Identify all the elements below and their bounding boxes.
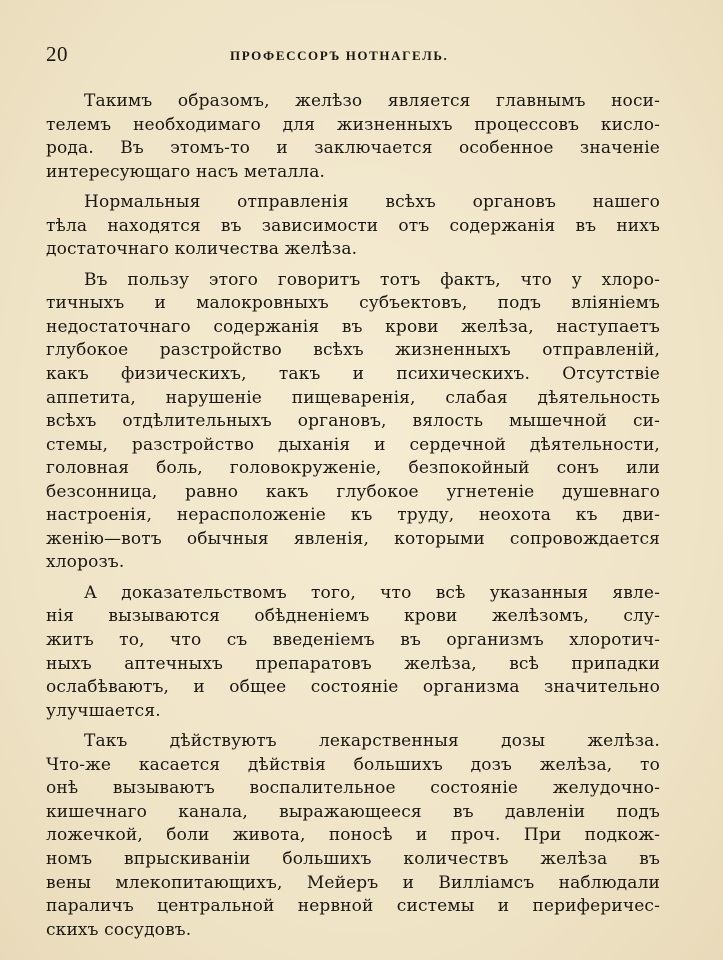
text-line: телемъ необходимаго для жизненныхъ процессовъ кисло- xyxy=(46,114,660,135)
paragraph xyxy=(46,269,660,575)
text-line: скихъ сосудовъ. xyxy=(46,919,192,940)
text-line: Въ пользу этого говоритъ тотъ фактъ, что у хлоро- xyxy=(84,269,660,290)
page-header xyxy=(46,42,666,70)
text-line: рода. Въ этомъ-то и заключается особенное значеніе xyxy=(46,138,660,159)
text-line: житъ то, что съ введеніемъ въ организмъ хлоротич- xyxy=(46,630,660,651)
text-line: тѣла находятся въ зависимости отъ содержанія въ нихъ xyxy=(46,215,660,236)
paragraph xyxy=(46,582,660,723)
text-line: номъ впрыскиваніи большихъ количествъ желѣза въ xyxy=(46,848,660,869)
text-line: головная боль, головокруженіе, безпокойный сонъ или xyxy=(46,458,660,479)
text-line: аппетита, нарушеніе пищеваренія, слабая дѣятельность xyxy=(46,387,660,408)
paragraph xyxy=(46,730,660,942)
text-line: Такимъ образомъ, желѣзо является главнымъ носи- xyxy=(84,91,660,111)
running-title: ПРОФЕССОРЪ НОТНАГЕЛЬ. xyxy=(230,48,449,63)
text-line: всѣхъ отдѣлительныхъ органовъ, вялость мышечной си- xyxy=(46,411,660,432)
text-line: безсонница, равно какъ глубокое угнетеніе душевнаго xyxy=(46,481,660,502)
text-line: тичныхъ и малокровныхъ субъектовъ, подъ вліяніемъ xyxy=(46,293,660,314)
body-text xyxy=(46,90,660,949)
text-line: ослабѣваютъ, и общее состояніе организма значительно xyxy=(46,677,660,698)
text-line: глубокое разстройство всѣхъ жизненныхъ отправленій, xyxy=(46,340,660,361)
text-line: недостаточнаго содержанія въ крови желѣза, наступаетъ xyxy=(46,316,660,337)
text-line: достаточнаго количества желѣза. xyxy=(46,239,358,260)
text-line: А доказательствомъ того, что всѣ указанныя явле- xyxy=(84,582,660,603)
text-line: Нормальныя отправленія всѣхъ органовъ нашего xyxy=(84,192,660,213)
text-line: настроенія, нерасположеніе къ труду, неохота къ дви- xyxy=(46,505,660,526)
page-number: 20 xyxy=(46,42,68,66)
text-line: вены млекопитающихъ, Мейеръ и Вилліамсъ наблюдали xyxy=(46,872,660,893)
paragraph xyxy=(46,90,660,184)
text-line: какъ физическихъ, такъ и психическихъ. Отсутствіе xyxy=(46,364,660,385)
text-line: ныхъ аптечныхъ препаратовъ желѣза, всѣ припадки xyxy=(46,653,660,674)
text-line: Что-же касается дѣйствія большихъ дозъ желѣза, то xyxy=(46,754,660,775)
text-line: интересующаго насъ металла. xyxy=(46,161,326,182)
text-line: нія вызываются обѣдненіемъ крови желѣзомъ, слу- xyxy=(46,606,660,627)
paragraph xyxy=(46,191,660,262)
text-line: онѣ вызываютъ воспалительное состояніе желудочно- xyxy=(46,778,660,799)
text-line: женію—вотъ обычныя явленія, которыми сопровождается xyxy=(46,528,660,549)
text-line: стемы, разстройство дыханія и сердечной дѣятельности, xyxy=(46,434,660,455)
text-line: хлорозъ. xyxy=(46,552,125,573)
text-line: улучшается. xyxy=(46,700,161,721)
text-line: Такъ дѣйствуютъ лекарственныя дозы желѣза. xyxy=(84,731,660,752)
text-line: ложечкой, боли живота, поносѣ и проч. При подкож- xyxy=(46,825,660,846)
text-line: параличъ центральной нервной системы и периферичес- xyxy=(46,896,660,917)
text-line: кишечнаго канала, выражающееся въ давленіи подъ xyxy=(46,801,660,822)
